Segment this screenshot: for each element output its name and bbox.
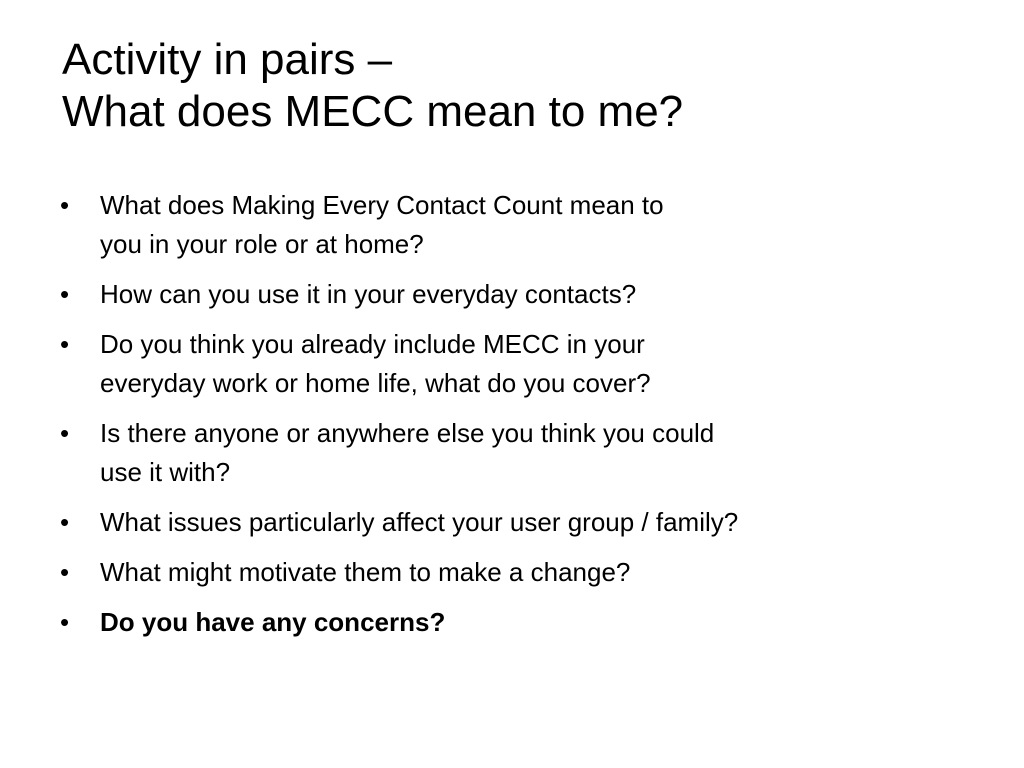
bullet-icon: • <box>60 507 70 537</box>
bullet-text-1-line-1: What does Making Every Contact Count mean to <box>100 190 664 220</box>
bullet-item-1 <box>60 186 960 264</box>
slide-title-line-2: What does MECC mean to me? <box>62 87 684 136</box>
bullet-text-2: How can you use it in your everyday contacts? <box>100 279 637 309</box>
bullet-text-4-line-1: Is there anyone or anywhere else you think you could <box>100 418 715 448</box>
bullet-text-4-line-2: use it with? <box>100 457 231 487</box>
slide-title <box>62 34 962 138</box>
bullet-item-7 <box>60 603 960 642</box>
bullet-item-2 <box>60 275 960 314</box>
bullet-text-3-line-1: Do you think you already include MECC in your <box>100 329 645 359</box>
bullet-icon: • <box>60 557 70 587</box>
bullet-item-6 <box>60 553 960 592</box>
bullet-text-1-line-2: you in your role or at home? <box>100 229 424 259</box>
bullet-item-5 <box>60 503 960 542</box>
bullet-icon: • <box>60 190 70 220</box>
bullet-icon: • <box>60 418 70 448</box>
bullet-text-6: What might motivate them to make a change? <box>100 557 631 587</box>
bullet-item-4 <box>60 414 960 492</box>
bullet-item-3 <box>60 325 960 403</box>
bullet-icon: • <box>60 279 70 309</box>
bullet-list <box>60 186 960 653</box>
bullet-icon: • <box>60 329 70 359</box>
slide-title-line-1: Activity in pairs – <box>62 35 393 84</box>
bullet-text-5: What issues particularly affect your user group / family? <box>100 507 739 537</box>
bullet-text-7: Do you have any concerns? <box>100 607 446 637</box>
bullet-text-3-line-2: everyday work or home life, what do you cover? <box>100 368 651 398</box>
bullet-icon: • <box>60 607 70 637</box>
